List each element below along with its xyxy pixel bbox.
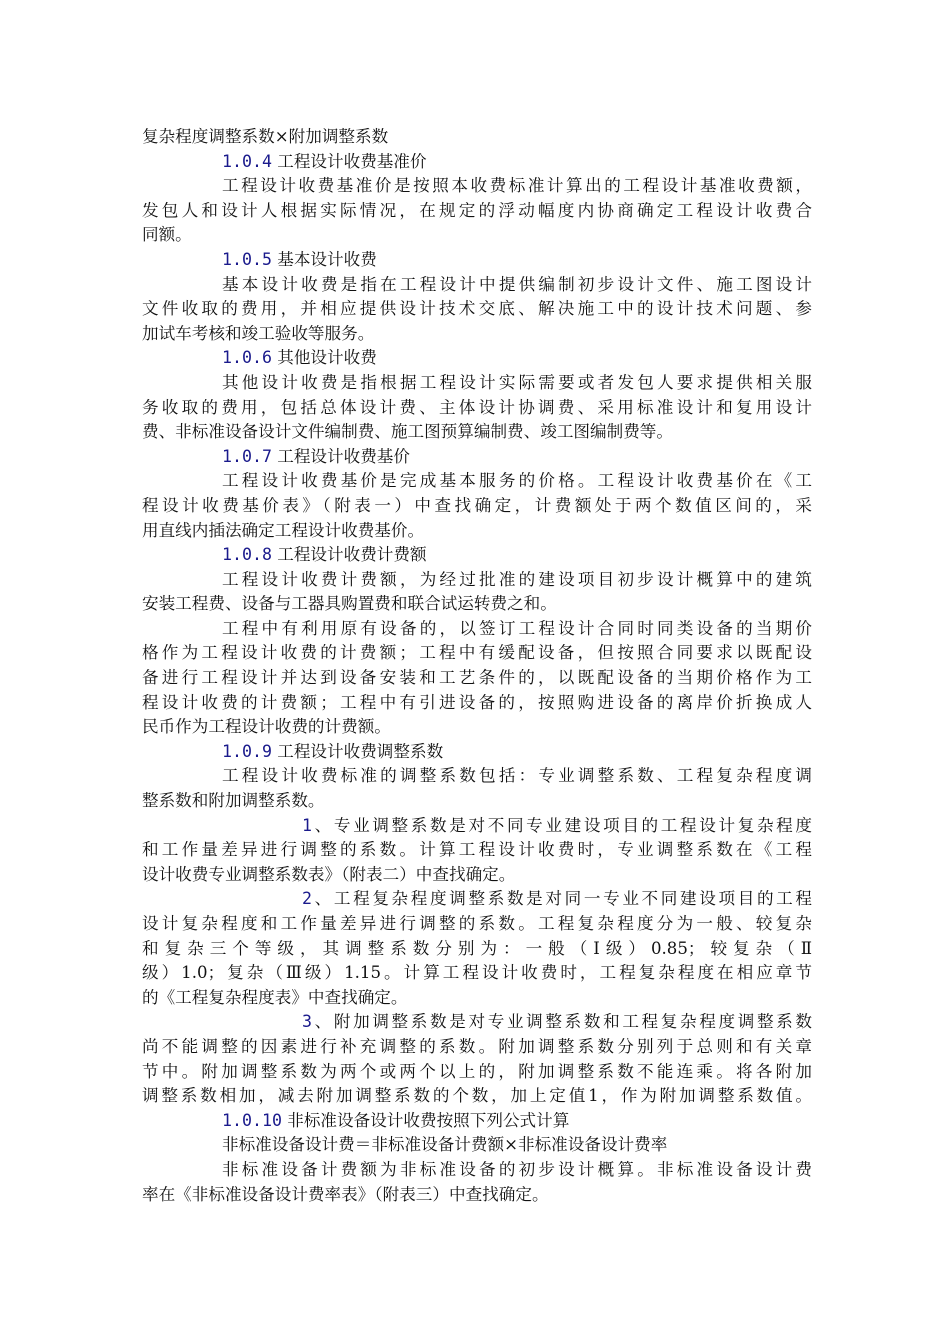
line-text: 工程设计收费标准的调整系数包括：专业调整系数、工程复杂程度调 <box>222 766 812 786</box>
text-line <box>142 199 812 224</box>
line-text: 务收取的费用，包括总体设计费、主体设计协调费、采用标准设计和复用设计 <box>142 397 812 417</box>
text-line <box>142 519 812 544</box>
list-item-first-line <box>142 814 812 839</box>
line-text: 设计收费专业调整系数表》（附表二）中查找确定。 <box>142 864 516 884</box>
text-line <box>142 986 812 1011</box>
section-heading <box>142 543 812 568</box>
line-text: 尚不能调整的因素进行补充调整的系数。附加调整系数分别列于总则和有关章 <box>142 1036 812 1056</box>
line-text: 文件收取的费用，并相应提供设计技术交底、解决施工中的设计技术问题、参 <box>142 299 812 319</box>
text-line <box>142 1084 812 1109</box>
text-line <box>142 838 812 863</box>
text-line <box>142 1183 812 1208</box>
list-number: 1 <box>302 815 312 835</box>
line-text: 和工作量差异进行调整的系数。计算工程设计收费时，专业调整系数在《工程 <box>142 840 812 860</box>
line-text: 基本设计收费是指在工程设计中提供编制初步设计文件、施工图设计 <box>222 274 812 294</box>
text-line <box>142 125 812 150</box>
line-text: 率在《非标准设备设计费率表》（附表三）中查找确定。 <box>142 1184 549 1204</box>
document-body <box>142 125 812 1207</box>
section-heading <box>142 346 812 371</box>
text-line <box>142 691 812 716</box>
text-line <box>142 223 812 248</box>
text-line <box>142 1060 812 1085</box>
line-text: 工程设计收费基准价是按照本收费标准计算出的工程设计基准收费额， <box>222 176 812 196</box>
line-text: 格作为工程设计收费的计费额；工程中有缓配设备，但按照合同要求以既配设 <box>142 643 812 663</box>
section-number: 1.0.4 <box>222 151 272 171</box>
line-text: 安装工程费、设备与工器具购置费和联合试运转费之和。 <box>142 594 557 614</box>
line-text: 备进行工程设计并达到设备安装和工艺条件的，以既配设备的当期价格作为工 <box>142 668 812 688</box>
text-line <box>142 641 812 666</box>
text-line <box>142 592 812 617</box>
text-line <box>142 1158 812 1183</box>
section-number: 1.0.7 <box>222 446 272 466</box>
text-line <box>142 715 812 740</box>
section-heading <box>142 740 812 765</box>
line-text: 加试车考核和竣工验收等服务。 <box>142 323 375 343</box>
section-heading <box>142 248 812 273</box>
line-text: 工程设计收费基价是完成基本服务的价格。工程设计收费基价在《工 <box>222 471 812 491</box>
list-item-first-line <box>142 1010 812 1035</box>
section-number: 1.0.6 <box>222 348 272 368</box>
text-line <box>142 371 812 396</box>
text-line <box>142 937 812 962</box>
line-text: 节中。附加调整系数为两个或两个以上的，附加调整系数不能连乘。将各附加 <box>142 1061 812 1081</box>
section-title: 其他设计收费 <box>271 348 377 368</box>
text-line <box>142 666 812 691</box>
section-number: 1.0.8 <box>222 545 272 565</box>
text-line <box>142 789 812 814</box>
text-line <box>142 764 812 789</box>
section-heading <box>142 445 812 470</box>
line-text: 民币作为工程设计收费的计费额。 <box>142 717 391 737</box>
line-text: 工程设计收费计费额，为经过批准的建设项目初步设计概算中的建筑 <box>222 569 812 589</box>
text-line <box>142 420 812 445</box>
text-line <box>142 1035 812 1060</box>
text-line <box>142 617 812 642</box>
section-number: 1.0.9 <box>222 741 272 761</box>
line-text: 整系数和附加调整系数。 <box>142 791 325 811</box>
line-text: 、附加调整系数是对专业调整系数和工程复杂程度调整系数 <box>312 1012 812 1032</box>
line-text: 工程中有利用原有设备的，以签订工程设计合同时同类设备的当期价 <box>222 618 812 638</box>
line-text: 发包人和设计人根据实际情况，在规定的浮动幅度内协商确定工程设计收费合 <box>142 200 812 220</box>
text-line <box>142 297 812 322</box>
line-text: 程设计收费的计费额；工程中有引进设备的，按照购进设备的离岸价折换成人 <box>142 692 812 712</box>
line-text: 其他设计收费是指根据工程设计实际需要或者发包人要求提供相关服 <box>222 372 812 392</box>
line-text: 、工程复杂程度调整系数是对同一专业不同建设项目的工程 <box>312 889 812 909</box>
section-heading <box>142 1109 812 1134</box>
section-title: 基本设计收费 <box>271 249 377 269</box>
text-line <box>142 912 812 937</box>
list-item-first-line <box>142 887 812 912</box>
text-line <box>142 1133 812 1158</box>
line-text: 的《工程复杂程度表》中查找确定。 <box>142 987 408 1007</box>
line-text: 非标准设备计费额为非标准设备的初步设计概算。非标准设备设计费 <box>222 1159 812 1179</box>
section-title: 工程设计收费调整系数 <box>271 741 444 761</box>
line-text: 程设计收费基价表》（附表一）中查找确定，计费额处于两个数值区间的，采 <box>142 495 812 515</box>
text-line <box>142 174 812 199</box>
line-text: 调整系数相加，减去附加调整系数的个数，加上定值1，作为附加调整系数值。 <box>142 1086 812 1106</box>
list-number: 2 <box>302 889 312 909</box>
list-number: 3 <box>302 1012 312 1032</box>
line-text: 设计复杂程度和工作量差异进行调整的系数。工程复杂程度分为一般、较复杂 <box>142 914 812 933</box>
text-line <box>142 863 812 888</box>
line-text: 、专业调整系数是对不同专业建设项目的工程设计复杂程度 <box>312 815 812 835</box>
line-text: 级）1.0；复杂（Ⅲ级）1.15。计算工程设计收费时，工程复杂程度在相应章节 <box>142 963 812 983</box>
section-number: 1.0.10 <box>222 1110 282 1130</box>
section-title: 工程设计收费基价 <box>271 446 410 466</box>
text-line <box>142 396 812 421</box>
section-title: 工程设计收费计费额 <box>271 545 427 565</box>
section-title: 非标准设备设计收费按照下列公式计算 <box>281 1110 570 1130</box>
text-line <box>142 469 812 494</box>
line-text: 同额。 <box>142 225 192 245</box>
section-title: 工程设计收费基准价 <box>271 151 427 171</box>
text-line <box>142 322 812 347</box>
text-line <box>142 568 812 593</box>
line-text: 和复杂三个等级，其调整系数分别为：一般（Ⅰ级）0.85；较复杂（Ⅱ <box>142 938 812 958</box>
line-text: 非标准设备设计费＝非标准设备计费额×非标准设备设计费率 <box>222 1135 668 1155</box>
text-line <box>142 961 812 986</box>
line-text: 用直线内插法确定工程设计收费基价。 <box>142 520 425 540</box>
line-text: 费、非标准设备设计文件编制费、施工图预算编制费、竣工图编制费等。 <box>142 422 673 442</box>
text-line <box>142 494 812 519</box>
section-number: 1.0.5 <box>222 249 272 269</box>
line-text: 复杂程度调整系数×附加调整系数 <box>142 127 389 146</box>
text-line <box>142 273 812 298</box>
section-heading <box>142 150 812 175</box>
